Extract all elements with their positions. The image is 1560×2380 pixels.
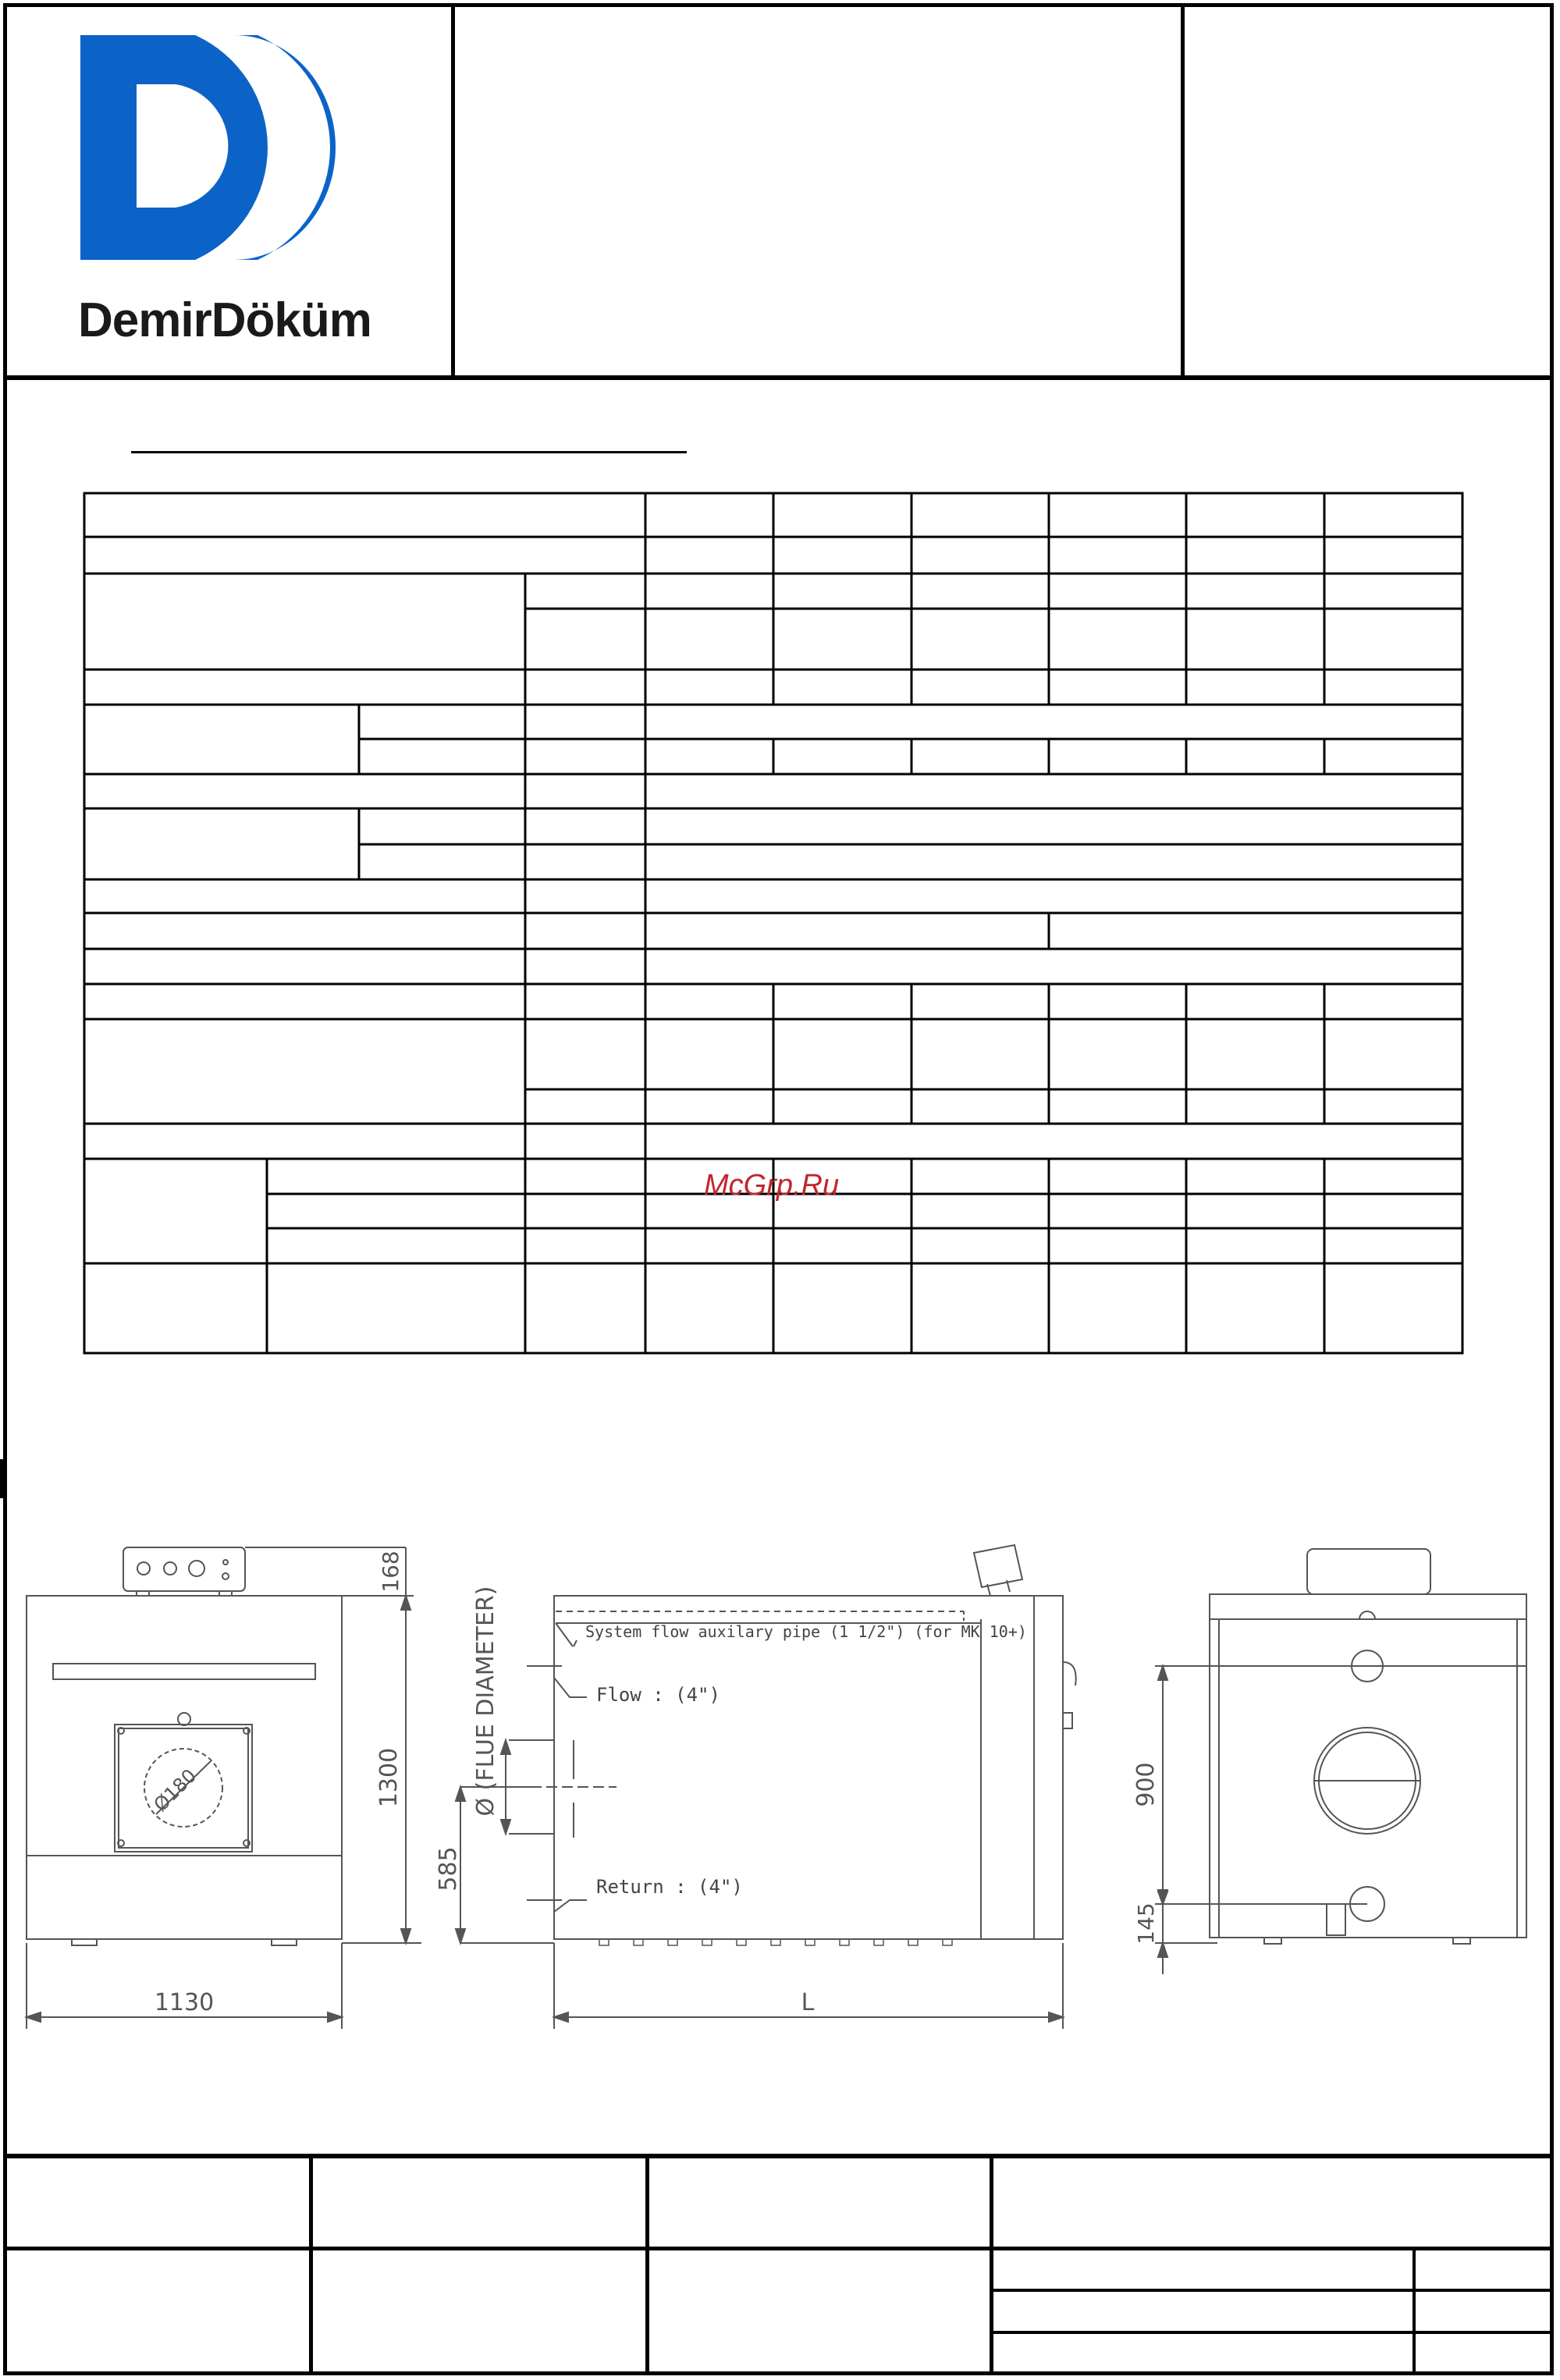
- footer-revision-rule-2: [990, 2331, 1554, 2334]
- footer-divider-3: [990, 2154, 993, 2375]
- front-dim-panel: 168: [378, 1551, 403, 1593]
- footer-divider-1: [309, 2154, 313, 2375]
- watermark: McGrp.Ru: [704, 1169, 840, 1202]
- brand-name: DemirDöküm: [78, 293, 371, 347]
- footer-divider-2: [645, 2154, 649, 2375]
- side-flue-label: Ø (FLUE DIAMETER): [472, 1586, 499, 1817]
- front-port-label: Ø180: [149, 1764, 201, 1817]
- flow-label: Flow : (4"): [596, 1684, 720, 1706]
- footer-mid-rule: [3, 2247, 1554, 2250]
- rear-view: [1155, 1549, 1526, 1974]
- side-length-label: L: [801, 1989, 815, 2016]
- left-edge-tick: [0, 1459, 3, 1498]
- return-label: Return : (4"): [596, 1876, 743, 1898]
- side-view: [456, 1545, 1076, 2029]
- front-dim-width: 1130: [154, 1989, 215, 2016]
- footer-top-rule: [3, 2154, 1554, 2158]
- side-base-dim: 585: [435, 1846, 462, 1892]
- aux-pipe-label: System flow auxilary pipe (1 1/2") (for MK 10+): [585, 1622, 1027, 1641]
- rear-lower-dim: 145: [1133, 1902, 1159, 1945]
- front-dim-height: 1300: [375, 1747, 403, 1808]
- rear-upper-dim: 900: [1132, 1762, 1160, 1807]
- footer-revision-divider: [1413, 2247, 1416, 2375]
- control-panel: [123, 1547, 245, 1591]
- front-view: [27, 1547, 421, 2029]
- footer-revision-rule-1: [990, 2289, 1554, 2292]
